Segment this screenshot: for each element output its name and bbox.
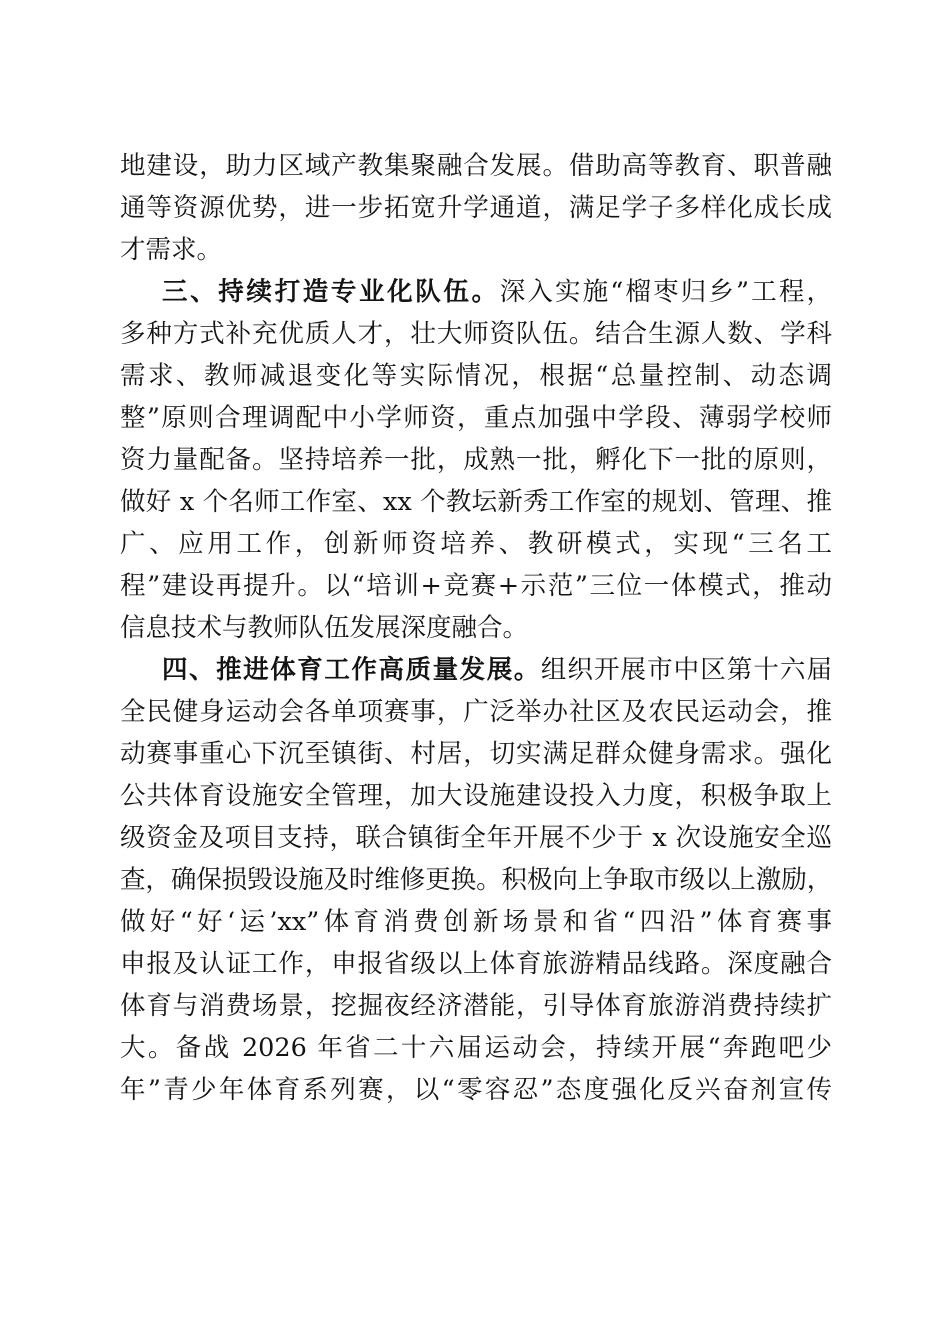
paragraph-line: 全民健身运动会各单项赛事，广泛举办社区及农民运动会，推 bbox=[120, 697, 832, 727]
paragraph-line: 做好 x 个名师工作室、xx 个教坛新秀工作室的规划、管理、推 bbox=[120, 487, 832, 517]
section-heading: 三、持续打造专业化队伍。 bbox=[162, 277, 500, 307]
paragraph-line: 程”建设再提升。以“培训+竞赛+示范”三位一体模式，推动 bbox=[120, 571, 832, 601]
paragraph-line: 地建设，助力区域产教集聚融合发展。借助高等教育、职普融 bbox=[120, 151, 832, 181]
paragraph-line: 大。备战 2026 年省二十六届运动会，持续开展“奔跑吧少 bbox=[120, 1033, 832, 1063]
paragraph-line: 年”青少年体育系列赛，以“零容忍”态度强化反兴奋剂宣传 bbox=[120, 1075, 832, 1105]
paragraph-line: 整”原则合理调配中小学师资，重点加强中学段、薄弱学校师 bbox=[120, 403, 832, 433]
section-heading: 四、推进体育工作高质量发展。 bbox=[162, 655, 541, 685]
paragraph-line: 信息技术与教师队伍发展深度融合。 bbox=[120, 613, 529, 643]
paragraph-line: 资力量配备。坚持培养一批，成熟一批，孵化下一批的原则， bbox=[120, 445, 832, 475]
paragraph-line: 查，确保损毁设施及时维修更换。积极向上争取市级以上激励， bbox=[120, 865, 832, 895]
paragraph-line: 申报及认证工作，申报省级以上体育旅游精品线路。深度融合 bbox=[120, 949, 832, 979]
paragraph-text: 深入实施“榴枣归乡”工程， bbox=[499, 277, 832, 307]
paragraph-line: 体育与消费场景，挖掘夜经济潜能，引导体育旅游消费持续扩 bbox=[120, 991, 832, 1021]
paragraph-first-line bbox=[162, 650, 832, 690]
paragraph-first-line bbox=[162, 272, 832, 312]
paragraph-line: 多种方式补充优质人才，壮大师资队伍。结合生源人数、学科 bbox=[120, 319, 832, 349]
paragraph-line: 需求、教师减退变化等实际情况，根据“总量控制、动态调 bbox=[120, 361, 832, 391]
paragraph-line: 动赛事重心下沉至镇街、村居，切实满足群众健身需求。强化 bbox=[120, 739, 832, 769]
paragraph-line: 广、应用工作，创新师资培养、教研模式，实现“三名工 bbox=[120, 529, 832, 559]
paragraph-line: 才需求。 bbox=[120, 235, 223, 265]
paragraph-line: 做好“好‘运’xx”体育消费创新场景和省“四沿”体育赛事 bbox=[120, 907, 832, 937]
paragraph-line: 级资金及项目支持，联合镇街全年开展不少于 x 次设施安全巡 bbox=[120, 823, 832, 853]
paragraph-line: 公共体育设施安全管理，加大设施建设投入力度，积极争取上 bbox=[120, 781, 832, 811]
paragraph-text: 组织开展市中区第十六届 bbox=[540, 655, 832, 685]
paragraph-line: 通等资源优势，进一步拓宽升学通道，满足学子多样化成长成 bbox=[120, 193, 832, 223]
